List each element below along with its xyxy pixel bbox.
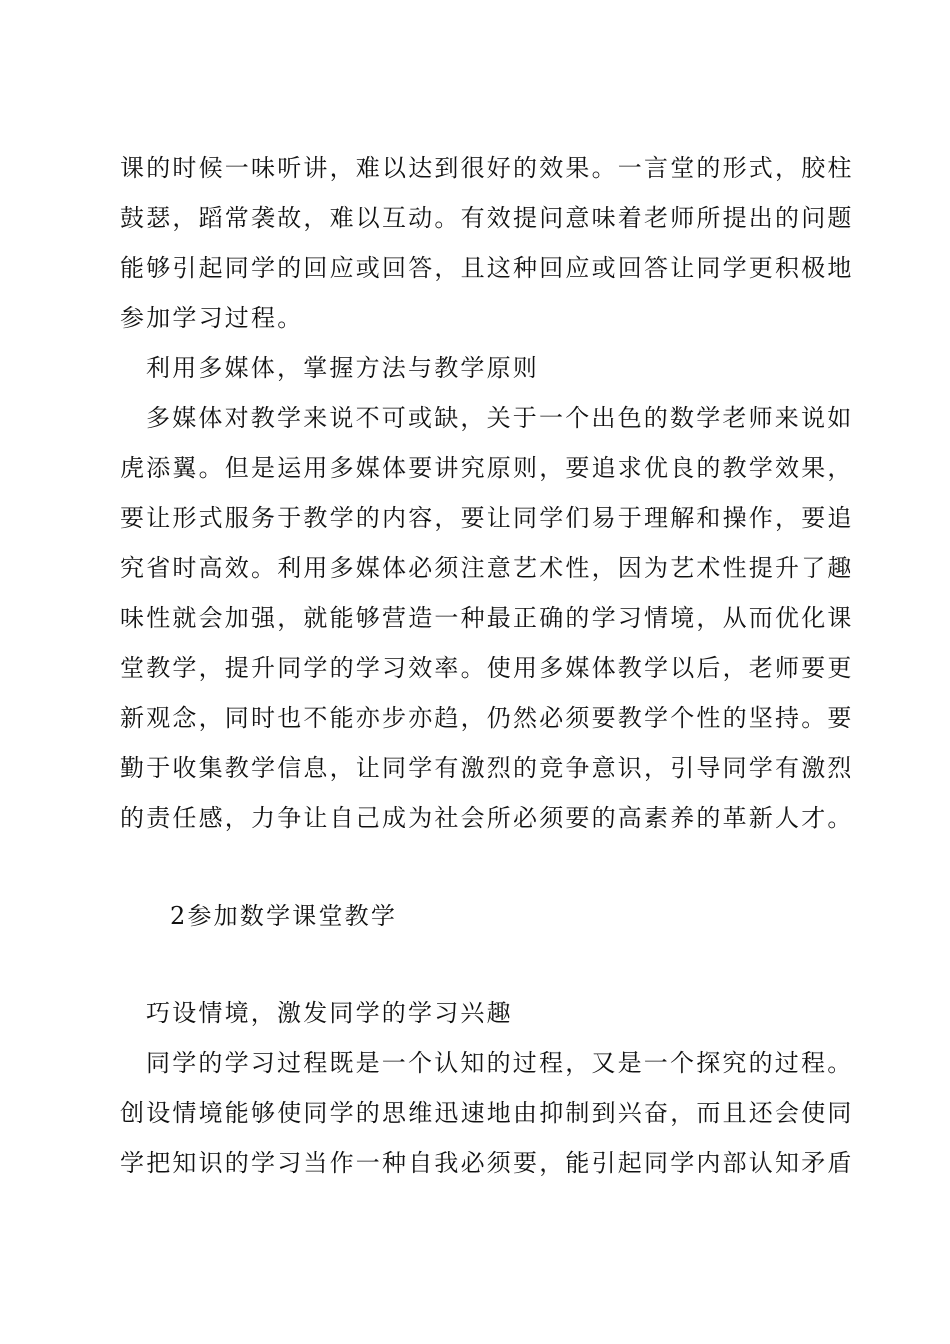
paragraph-3-line-2: 创设情境能够使同学的思维迅速地由抑制到兴奋，而且还会使同 [120,1099,854,1127]
paragraph-3-line-1: 同学的学习过程既是一个认知的过程，又是一个探究的过程。 [146,1049,854,1077]
paragraph-1-line-3: 能够引起同学的回应或回答，且这种回应或回答让同学更积极地 [120,254,854,282]
section-heading: 2参加数学课堂教学 [170,902,398,930]
paragraph-2-line-4: 究省时高效。利用多媒体必须注意艺术性，因为艺术性提升了趣 [120,554,854,582]
paragraph-2-line-5: 味性就会加强，就能够营造一种最正确的学习情境，从而优化课 [120,604,854,632]
paragraph-2-line-3: 要让形式服务于教学的内容，要让同学们易于理解和操作，要追 [120,504,854,532]
paragraph-2-line-1: 多媒体对教学来说不可或缺，关于一个出色的数学老师来说如 [146,404,854,432]
paragraph-1-line-4: 参加学习过程。 [120,304,304,332]
paragraph-3-line-3: 学把知识的学习当作一种自我必须要，能引起同学内部认知矛盾 [120,1149,854,1177]
subheading-multimedia: 利用多媒体，掌握方法与教学原则 [146,354,539,382]
paragraph-2-line-7: 新观念，同时也不能亦步亦趋，仍然必须要教学个性的坚持。要 [120,704,854,732]
paragraph-2-line-9: 的责任感，力争让自己成为社会所必须要的高素养的革新人才。 [120,804,854,832]
paragraph-2-line-2: 虎添翼。但是运用多媒体要讲究原则，要追求优良的教学效果， [120,454,854,482]
paragraph-1-line-1: 课的时候一味听讲，难以达到很好的效果。一言堂的形式，胶柱 [120,154,854,182]
paragraph-2-line-8: 勤于收集教学信息，让同学有激烈的竞争意识，引导同学有激烈 [120,754,854,782]
paragraph-2-line-6: 堂教学，提升同学的学习效率。使用多媒体教学以后，老师要更 [120,654,854,682]
subheading-situation: 巧设情境，激发同学的学习兴趣 [146,999,513,1027]
paragraph-1-line-2: 鼓瑟，蹈常袭故，难以互动。有效提问意味着老师所提出的问题 [120,204,854,232]
